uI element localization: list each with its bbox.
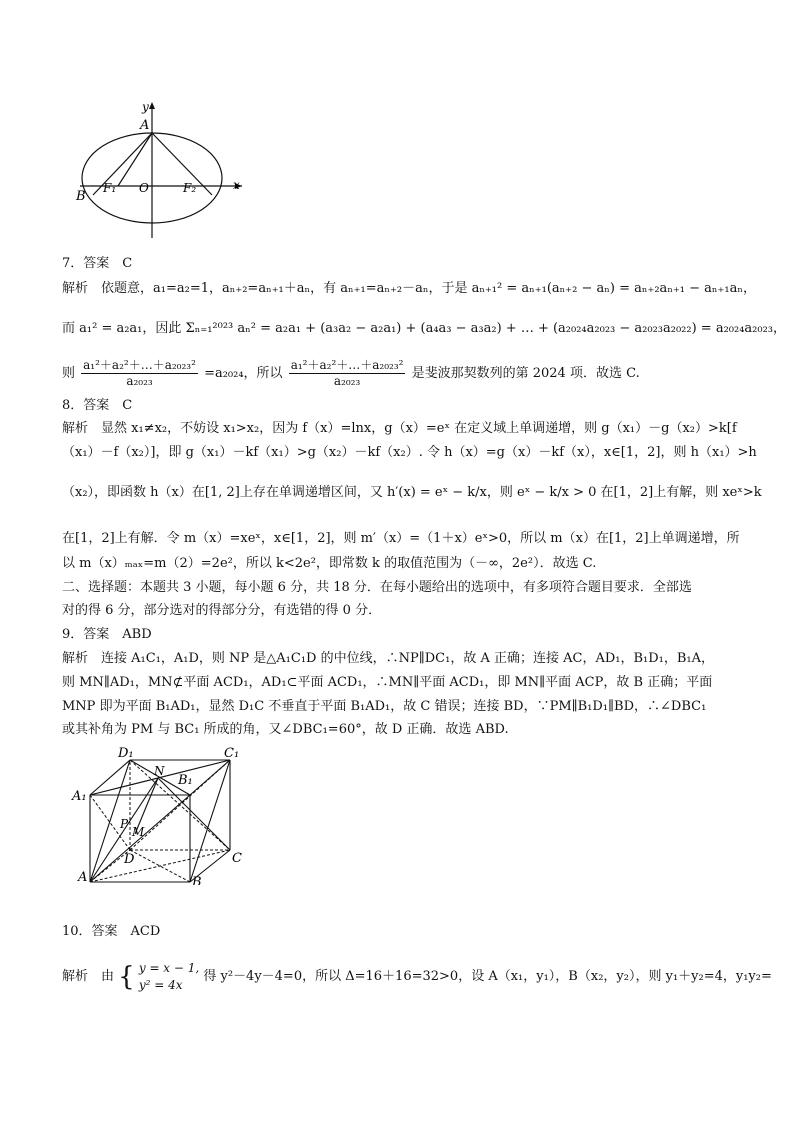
label-C1: C₁ bbox=[224, 746, 240, 761]
q9-line-4: 或其补角为 PM 与 BC₁ 所成的角，又∠DBC₁=60°，故 D 正确．故选 ABD. bbox=[62, 722, 509, 737]
label-C: C bbox=[232, 851, 242, 866]
label-N: N bbox=[154, 764, 165, 778]
q7-line-2: 而 a₁² = a₂a₁，因此 Σₙ₌₁²⁰²³ aₙ² = a₂a₁ + (a₃a₂ − a₂a₁) + (a₄a₃ − a₃a₂) + … + (a₂₀₂₄a₂₀₂₃ − a₂₀₂₃a₂₀₂₂) = a₂₀₂₄a₂₀₂₃， bbox=[62, 321, 787, 336]
section2-line-2: 对的得 6 分，部分选对的得部分分，有选错的得 0 分． bbox=[62, 603, 382, 618]
label-F1: F₁ bbox=[103, 181, 117, 195]
q7-line-3-prefix: 则 bbox=[62, 366, 76, 381]
cube-figure bbox=[60, 740, 260, 885]
q7-line-3-suffix: 是斐波那契数列的第 2024 项．故选 C. bbox=[411, 366, 640, 381]
q10-answer: 10．答案 ACD bbox=[62, 924, 161, 939]
q10-eq-1: y = x − 1, bbox=[138, 961, 200, 975]
q7-fraction-2-den: a₂₀₂₃ bbox=[333, 374, 361, 388]
q7-fraction-1 bbox=[81, 358, 198, 389]
label-y: y bbox=[142, 100, 149, 114]
label-M: M bbox=[132, 825, 145, 839]
q7-line-1: 解析 依题意，a₁=a₂=1，aₙ₊₂=aₙ₊₁＋aₙ，有 aₙ₊₁=aₙ₊₂－aₙ，于是 aₙ₊₁² = aₙ₊₁(aₙ₊₂ − aₙ) = aₙ₊₂aₙ₊₁ − aₙ₊₁aₙ， bbox=[62, 281, 756, 296]
q8-line-5: 以 m（x）ₘₐₓ=m（2）=2e²，所以 k<2e²，即常数 k 的取值范围为（－∞，2e²）．故选 C. bbox=[62, 556, 597, 571]
q10-prefix: 解析 由 bbox=[62, 969, 115, 984]
q7-fraction-1-den: a₂₀₂₃ bbox=[126, 374, 153, 388]
q9-line-2: 则 MN∥AD₁，MN⊄平面 ACD₁，AD₁⊂平面 ACD₁，∴MN∥平面 ACD₁，即 MN∥平面 ACP，故 B 正确；平面 bbox=[62, 675, 713, 690]
label-B1: B₁ bbox=[178, 773, 193, 788]
label-A: A bbox=[78, 870, 88, 885]
label-F2: F₂ bbox=[183, 181, 197, 195]
label-D1: D₁ bbox=[118, 746, 134, 761]
q7-fraction-2 bbox=[289, 358, 406, 389]
label-B: B bbox=[76, 189, 86, 204]
q8-line-4: 在[1，2]上有解．令 m（x）=xeˣ，x∈[1，2]，则 m′（x）=（1＋x）eˣ>0，所以 m（x）在[1，2]上单调递增，所 bbox=[62, 531, 740, 546]
q9-answer: 9．答案 ABD bbox=[62, 627, 152, 642]
section2-line-1: 二、选择题：本题共 3 小题，每小题 6 分，共 18 分．在每小题给出的选项中，有多项符合题目要求．全部选 bbox=[62, 580, 692, 595]
q8-line-3: （x₂），即函数 h（x）在[1, 2]上存在单调递增区间，又 h′(x) = eˣ − k/x，则 eˣ − k/x > 0 在[1，2]上有解，则 xeˣ>k bbox=[62, 485, 762, 500]
label-O: O bbox=[139, 181, 149, 195]
q10-system bbox=[139, 960, 199, 994]
q9-line-3: MNP 即为平面 B₁AD₁，显然 D₁C 不垂直于平面 B₁AD₁，故 C 错误；连接 BD，∵PM∥B₁D₁∥BD，∴∠DBC₁ bbox=[62, 699, 707, 714]
q10-rest: 得 y²－4y－4=0，所以 Δ=16＋16=32>0，设 A（x₁，y₁），B（x₂，y₂），则 y₁＋y₂=4，y₁y₂= bbox=[203, 969, 772, 984]
ellipse-figure bbox=[70, 98, 260, 246]
q9-line-1: 解析 连接 A₁C₁，A₁D，则 NP 是△A₁C₁D 的中位线，∴NP∥DC₁，故 A 正确；连接 AC，AD₁，B₁D₁，B₁A， bbox=[62, 651, 715, 666]
q7-line-3-mid: =a₂₀₂₄，所以 bbox=[204, 366, 283, 381]
label-A: A bbox=[140, 118, 150, 133]
q10-eq-2: y² = 4x bbox=[138, 978, 183, 992]
label-x: x bbox=[233, 178, 240, 192]
q10-brace: { bbox=[118, 962, 135, 992]
q7-line-3 bbox=[62, 358, 742, 389]
q10-line-1 bbox=[62, 960, 772, 994]
q7-fraction-1-num: a₁²＋a₂²＋…＋a₂₀₂₃² bbox=[83, 358, 196, 372]
label-A1: A₁ bbox=[72, 789, 87, 804]
label-P: P bbox=[120, 817, 129, 831]
label-D: D bbox=[124, 852, 135, 867]
label-B: B bbox=[192, 875, 202, 885]
q7-fraction-2-num: a₁²＋a₂²＋…＋a₂₀₂₃² bbox=[290, 358, 404, 372]
q7-answer: 7．答案 C bbox=[62, 256, 133, 271]
q8-line-1: 解析 显然 x₁≠x₂，不妨设 x₁>x₂，因为 f（x）=lnx，g（x）=eˣ 在定义域上单调递增，则 g（x₁）－g（x₂）>k[f bbox=[62, 421, 737, 436]
q8-answer: 8．答案 C bbox=[62, 398, 133, 413]
q8-line-2: （x₁）－f（x₂）]，即 g（x₁）－kf（x₁）>g（x₂）－kf（x₂）. 令 h（x）=g（x）－kf（x），x∈[1，2]，则 h（x₁）>h bbox=[62, 445, 757, 460]
